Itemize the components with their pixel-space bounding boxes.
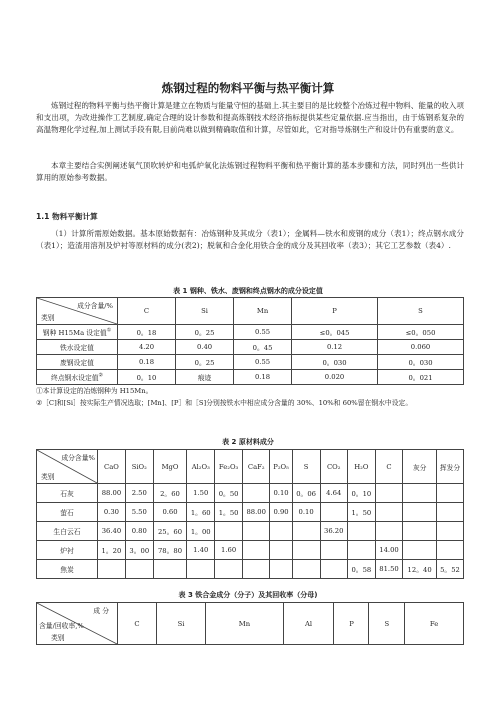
row-label: 炉衬 xyxy=(37,541,98,560)
table-row xyxy=(37,355,464,370)
table-cell: 88.00 xyxy=(243,503,270,522)
table-row xyxy=(37,340,464,355)
table-cell xyxy=(347,541,375,560)
table-cell: 0.020 xyxy=(292,370,378,385)
table-cell xyxy=(292,560,320,579)
table1-header-si: Si xyxy=(176,298,234,325)
table-row xyxy=(37,325,464,340)
table-cell: 1。60 xyxy=(187,503,215,522)
table-cell xyxy=(375,503,402,522)
section-heading: 1.1 物料平衡计算 xyxy=(36,212,98,221)
table-cell xyxy=(437,503,464,522)
table-cell: 36.20 xyxy=(320,522,347,541)
table-cell: 0.80 xyxy=(125,522,153,541)
table-cell xyxy=(437,541,464,560)
table-cell: 0.30 xyxy=(98,503,126,522)
table2-header: C xyxy=(375,450,402,484)
table3-header-fe: Fe xyxy=(405,603,464,645)
table1-caption: 表 1 钢种、铁水、废钢和终点钢水的成分设定值 xyxy=(173,287,323,295)
table-cell xyxy=(437,522,464,541)
table-cell xyxy=(125,560,153,579)
table1 xyxy=(36,297,464,385)
table-cell: 1.40 xyxy=(187,541,215,560)
table2-header: CaO xyxy=(98,450,126,484)
table2-header: SiO₂ xyxy=(125,450,153,484)
table-cell xyxy=(403,522,437,541)
table1-note-1: ①本计算设定的冶炼钢种为 H15Mn。 xyxy=(36,387,153,395)
table-cell: 0.18 xyxy=(118,355,176,370)
table2-header: H₂O xyxy=(347,450,375,484)
table-cell xyxy=(243,522,270,541)
table-cell: 0.55 xyxy=(234,355,292,370)
table2-header: MgO xyxy=(153,450,187,484)
row-label: 焦炭 xyxy=(37,560,98,579)
table-cell: 0.10 xyxy=(292,503,320,522)
table2-caption: 表 2 原材料成分 xyxy=(222,438,274,446)
table-row xyxy=(37,541,464,560)
row-label: 铁水设定值 xyxy=(60,344,94,352)
table-cell xyxy=(375,522,402,541)
table1-corner-bottom: 类别 xyxy=(41,314,55,322)
table-cell: 81.50 xyxy=(375,560,402,579)
table2-corner-top: 成分含量% xyxy=(61,454,95,462)
table-cell: 12。40 xyxy=(403,560,437,579)
intro-paragraph-2: 本章主要结合实例阐述氧气顶吹转炉和电弧炉氧化法炼钢过程物料平衡和热平衡计算的基本步骤和方法，同时列出一些供计算用的原始参考数据。 xyxy=(36,161,464,182)
table-cell: 1。50 xyxy=(215,503,243,522)
table-cell xyxy=(375,484,402,503)
table-cell: 1.60 xyxy=(215,541,243,560)
table-cell: 88.00 xyxy=(98,484,126,503)
table-cell: 5.50 xyxy=(125,503,153,522)
table1-note-2: ②［C]和[Si］按实际生产情况选取；[Mn]、[P］和［S]分别按铁水中相应成分含量的 30%、10%和 60%留在钢水中设定。 xyxy=(36,399,413,407)
page-title: 炼钢过程的物料平衡与热平衡计算 xyxy=(161,81,335,95)
table3 xyxy=(36,602,464,645)
table-cell: 0。021 xyxy=(378,370,464,385)
table3-corner-cell xyxy=(37,603,118,645)
table2-header: 灰分 xyxy=(403,450,437,484)
table3-corner-bottom: 类别 xyxy=(51,634,65,642)
table-cell: 0.18 xyxy=(234,370,292,385)
table1-corner-top: 成分含量/% xyxy=(77,302,113,310)
table2-header: P₂O₅ xyxy=(270,450,292,484)
table1-header-c: C xyxy=(118,298,176,325)
table-cell xyxy=(187,560,215,579)
table-row xyxy=(37,370,464,385)
intro-paragraph-1: 炼钢过程的物料平衡与热平衡计算是建立在物质与能量守恒的基础上.其主要目的是比较整个冶炼过程中物料、能量的收入项和支出项，为改进操作工艺制度,确定合理的设计参数和提高炼钢技术经济指标提供某些定量依据.应当指出，由于炼钢系复杂的高温物理化学过程,加上测试手段有限,目前尚难以做到精确取值和计算，尽管如此，它对指导炼钢生产和设计仍有重要的意义。 xyxy=(36,101,464,134)
table2-header: Al₂O₃ xyxy=(187,450,215,484)
table-cell: 痕迹 xyxy=(176,370,234,385)
table3-header-si: Si xyxy=(156,603,205,645)
table-cell: 3。00 xyxy=(125,541,153,560)
table-cell: 0。030 xyxy=(378,355,464,370)
table-cell: 5。52 xyxy=(437,560,464,579)
footnote-mark: ② xyxy=(98,372,104,379)
table-cell xyxy=(403,541,437,560)
table-cell: 0.40 xyxy=(176,340,234,355)
table-cell: 36.40 xyxy=(98,522,126,541)
table2-header: 挥发分 xyxy=(437,450,464,484)
table-cell: 4.64 xyxy=(320,484,347,503)
table-cell: ≤0。045 xyxy=(292,325,378,340)
table-cell: 0。06 xyxy=(292,484,320,503)
table3-corner-top: 成 分 xyxy=(93,607,109,615)
table-cell: 0。45 xyxy=(234,340,292,355)
table-cell: ≤0。050 xyxy=(378,325,464,340)
table-cell: 1.50 xyxy=(187,484,215,503)
table-cell xyxy=(292,541,320,560)
table-cell: 0.060 xyxy=(378,340,464,355)
table-cell: 0.60 xyxy=(153,503,187,522)
table-cell: 1。20 xyxy=(98,541,126,560)
table-cell: 2.50 xyxy=(125,484,153,503)
table-cell: 4.20 xyxy=(118,340,176,355)
table-row xyxy=(37,484,464,503)
table-cell: 78。80 xyxy=(153,541,187,560)
table-cell: 0。10 xyxy=(347,484,375,503)
table-cell xyxy=(270,522,292,541)
table-cell: 0.10 xyxy=(270,484,292,503)
table-cell xyxy=(153,560,187,579)
row-label: 废钢设定值 xyxy=(60,359,94,367)
table-cell xyxy=(270,541,292,560)
table1-header-p: P xyxy=(292,298,378,325)
row-label: 石灰 xyxy=(37,484,98,503)
table-row xyxy=(37,503,464,522)
table-cell: 1。00 xyxy=(187,522,215,541)
table3-header-al: Al xyxy=(283,603,334,645)
table-row xyxy=(37,522,464,541)
table-cell: 0.55 xyxy=(234,325,292,340)
table-cell: 14.00 xyxy=(375,541,402,560)
table-cell xyxy=(403,503,437,522)
table-cell: 0.12 xyxy=(292,340,378,355)
table-cell xyxy=(437,484,464,503)
table-cell xyxy=(320,541,347,560)
table-cell xyxy=(215,560,243,579)
table-cell xyxy=(243,484,270,503)
row-label: 萤石 xyxy=(37,503,98,522)
table-cell xyxy=(270,560,292,579)
table3-corner-mid: 含量/回收率,% xyxy=(39,622,84,630)
table3-header-s: S xyxy=(369,603,405,645)
table2-header: CaF₂ xyxy=(243,450,270,484)
table-cell xyxy=(215,522,243,541)
footnote-mark: ① xyxy=(106,327,112,334)
table-cell: 25。60 xyxy=(153,522,187,541)
table3-caption: 表 3 铁合金成分（分子）及其回收率（分母) xyxy=(178,591,318,599)
table2-header: CO₂ xyxy=(320,450,347,484)
table-cell: 0.90 xyxy=(270,503,292,522)
table-cell: 1。50 xyxy=(347,503,375,522)
table-cell xyxy=(403,484,437,503)
table2-header: S xyxy=(292,450,320,484)
table-cell: 0。25 xyxy=(176,325,234,340)
table-cell: 2。60 xyxy=(153,484,187,503)
row-label: 钢种 H15Ma 设定值 xyxy=(42,329,107,337)
table-cell xyxy=(98,560,126,579)
table2-header: Fe₂O₃ xyxy=(215,450,243,484)
table-cell xyxy=(243,541,270,560)
table-cell: 0。18 xyxy=(118,325,176,340)
section-paragraph-1: （1）计算所需原始数据。基本原始数据有：冶炼钢种及其成分（表1）；金属料—铁水和废钢的成分（表1）；终点钢水成分（表1）；造渣用溶剂及炉衬等原材料的成分(表2)；脱氧和合金化用铁合金的成分及其回收率（表3）；其它工艺参数（表4）. xyxy=(36,229,464,250)
table-cell: 0。030 xyxy=(292,355,378,370)
table3-header-mn: Mn xyxy=(206,603,283,645)
table-cell xyxy=(243,560,270,579)
table-cell xyxy=(320,560,347,579)
table-cell xyxy=(320,503,347,522)
table2-corner-cell xyxy=(37,450,98,484)
table1-corner-cell xyxy=(37,298,118,325)
table2 xyxy=(36,449,464,579)
table-cell: 0。50 xyxy=(215,484,243,503)
table3-header-c: C xyxy=(118,603,157,645)
row-label: 生白云石 xyxy=(37,522,98,541)
table-cell: 0。25 xyxy=(176,355,234,370)
table1-header-mn: Mn xyxy=(234,298,292,325)
table-row xyxy=(37,560,464,579)
table2-corner-bottom: 类别 xyxy=(41,473,55,481)
row-label: 终点钢水设定值 xyxy=(50,374,99,382)
table3-header-p: P xyxy=(334,603,369,645)
table-cell: 0。58 xyxy=(347,560,375,579)
table-cell: 0。10 xyxy=(118,370,176,385)
table1-header-s: S xyxy=(378,298,464,325)
table-cell xyxy=(292,522,320,541)
table-cell xyxy=(347,522,375,541)
